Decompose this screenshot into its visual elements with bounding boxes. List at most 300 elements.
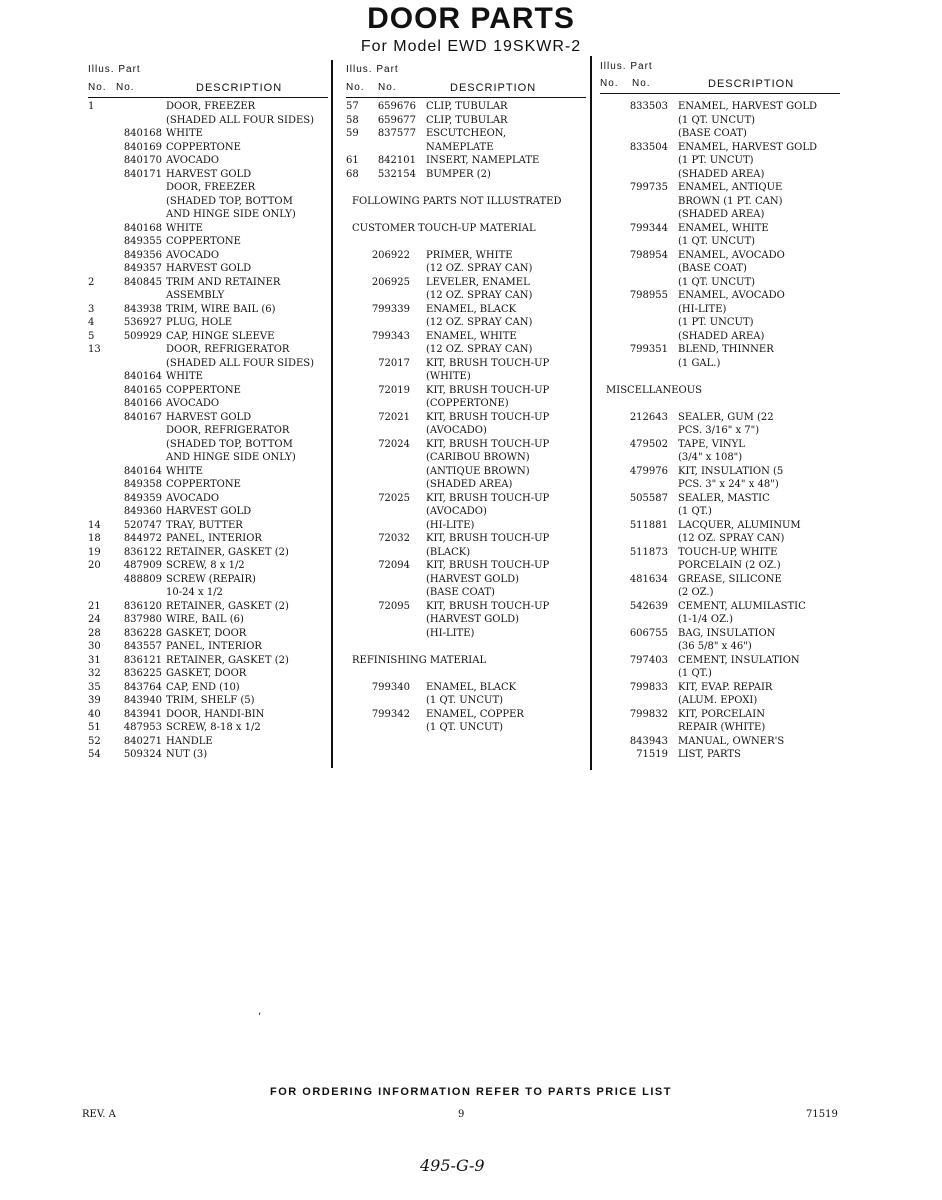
part-description: (SHADED TOP, BOTTOM (166, 438, 293, 450)
list-item (346, 586, 586, 600)
part-number: 836228 (123, 627, 162, 639)
part-description: ASSEMBLY (166, 290, 225, 301)
part-number: 837577 (377, 128, 416, 139)
part-description: COPPERTONE (166, 236, 241, 247)
part-description: CLIP, TUBULAR (426, 114, 508, 126)
list-item (88, 667, 328, 681)
part-description: (CARIBOU BROWN) (426, 452, 530, 463)
part-number: 799340 (371, 681, 410, 693)
part-number: 212643 (629, 411, 668, 423)
illus-number: 39 (88, 695, 101, 706)
list-item (346, 316, 586, 330)
list-item (346, 424, 586, 438)
part-description: WHITE (166, 465, 203, 477)
list-item (600, 505, 840, 519)
part-number: 487953 (123, 722, 162, 733)
list-item (600, 519, 840, 533)
list-item (88, 127, 328, 141)
list-item (88, 492, 328, 506)
part-description: (HI-LITE) (678, 303, 727, 315)
illus-part-label: Illus. Part (600, 61, 653, 72)
column-header (88, 64, 328, 100)
list-item (600, 222, 840, 236)
part-number: 798955 (629, 290, 668, 301)
parts-column-3 (600, 61, 840, 762)
list-item (346, 546, 586, 560)
part-description: ENAMEL, ANTIQUE (678, 182, 783, 193)
list-item (88, 505, 328, 519)
parts-rows (346, 100, 586, 735)
page-title: DOOR PARTS (367, 2, 575, 35)
list-item (346, 438, 586, 452)
part-description: (SHADED AREA) (678, 168, 765, 180)
part-description: ENAMEL, AVOCADO (678, 290, 785, 301)
list-item (600, 681, 840, 695)
list-item (88, 465, 328, 479)
part-description: COPPERTONE (166, 141, 241, 153)
list-item (600, 654, 840, 668)
part-description: BAG, INSULATION (678, 627, 776, 639)
list-item (600, 208, 840, 222)
part-description: BROWN (1 PT. CAN) (678, 195, 783, 207)
list-item (346, 195, 586, 209)
part-description: CEMENT, INSULATION (678, 654, 800, 666)
list-item (346, 141, 586, 155)
illus-number: 28 (88, 627, 101, 639)
part-number: 72021 (378, 411, 410, 423)
part-description: LACQUER, ALUMINUM (678, 519, 801, 531)
part-description: (36 5/8" x 46") (678, 641, 752, 652)
list-item (600, 640, 840, 654)
list-item (600, 114, 840, 128)
illus-number: 13 (88, 344, 101, 355)
part-number: 798954 (629, 249, 668, 261)
part-description: AND HINGE SIDE ONLY) (166, 209, 296, 220)
column-divider (331, 60, 333, 768)
list-item (88, 181, 328, 195)
illus-number: 5 (88, 330, 95, 342)
list-item (88, 681, 328, 695)
parts-rows (88, 100, 328, 762)
part-description: (SHADED TOP, BOTTOM (166, 195, 293, 207)
part-description: KIT, BRUSH TOUCH-UP (426, 357, 550, 369)
part-description: INSERT, NAMEPLATE (426, 155, 540, 166)
part-description: (1 QT. UNCUT) (678, 276, 756, 288)
part-description: ENAMEL, BLACK (426, 303, 517, 315)
part-description: ENAMEL, BLACK (426, 681, 517, 693)
list-item (600, 330, 840, 344)
part-description: BUMPER (2) (426, 168, 491, 180)
list-item (346, 100, 586, 114)
list-item (346, 721, 586, 735)
part-description: DOOR, HANDI-BIN (166, 708, 265, 720)
part-description: COPPERTONE (166, 384, 241, 396)
part-description: RETAINER, GASKET (2) (166, 600, 289, 612)
part-description: TRIM AND RETAINER (166, 276, 281, 288)
part-description: (ANTIQUE BROWN) (426, 465, 530, 477)
part-description: RETAINER, GASKET (2) (166, 546, 289, 558)
list-item (88, 343, 328, 357)
part-number: 844972 (123, 533, 162, 544)
part-number: 840167 (123, 411, 162, 423)
list-item (346, 235, 586, 249)
list-item (346, 478, 586, 492)
part-description: (BASE COAT) (678, 263, 747, 274)
list-item (346, 357, 586, 371)
part-description: NUT (3) (166, 749, 208, 760)
part-description: SCREW (REPAIR) (166, 573, 256, 585)
part-number: 487909 (123, 560, 162, 571)
list-item (88, 519, 328, 533)
part-number: 840168 (123, 222, 162, 234)
illus-no-label: No. (88, 82, 107, 93)
illus-number: 2 (88, 276, 95, 288)
illus-number: 20 (88, 560, 101, 571)
part-description: KIT, BRUSH TOUCH-UP (426, 533, 550, 544)
part-number: 72024 (378, 438, 410, 450)
list-item (346, 249, 586, 263)
description-label: DESCRIPTION (708, 78, 795, 90)
list-item (88, 613, 328, 627)
list-item (346, 208, 586, 222)
part-number: 840166 (123, 398, 162, 409)
part-number: 849356 (123, 249, 162, 261)
part-description: (12 OZ. SPRAY CAN) (426, 344, 533, 355)
list-item (88, 168, 328, 182)
list-item (346, 370, 586, 384)
part-description: (2 OZ.) (678, 587, 714, 598)
part-description: HANDLE (166, 735, 213, 747)
part-description: RETAINER, GASKET (2) (166, 654, 289, 666)
illus-part-label: Illus. Part (346, 64, 399, 75)
part-description: CLIP, TUBULAR (426, 101, 508, 112)
stray-mark: ‚ (258, 1006, 262, 1017)
illus-number: 4 (88, 317, 95, 328)
list-item (600, 100, 840, 114)
part-number: 206925 (371, 276, 410, 288)
part-no-label: No. (632, 78, 651, 89)
part-number: 843941 (123, 708, 162, 720)
illus-number: 59 (346, 128, 359, 139)
part-description: AVOCADO (166, 398, 220, 409)
part-description: KIT, BRUSH TOUCH-UP (426, 600, 550, 612)
part-description: HARVEST GOLD (166, 168, 252, 180)
list-item (346, 451, 586, 465)
illus-number: 35 (88, 681, 101, 693)
part-number: 799339 (371, 303, 410, 315)
part-number: 849360 (123, 506, 162, 517)
part-number: 511881 (629, 519, 668, 531)
illus-number: 24 (88, 614, 101, 625)
list-item (346, 667, 586, 681)
part-description: SEALER, MASTIC (678, 492, 770, 504)
list-item (346, 519, 586, 533)
illus-no-label: No. (600, 78, 619, 89)
part-description: WHITE (166, 371, 203, 382)
part-number: 797403 (629, 654, 668, 666)
part-number: 840845 (123, 276, 162, 288)
part-description: PANEL, INTERIOR (166, 533, 262, 544)
part-description: HARVEST GOLD (166, 263, 252, 274)
list-item (88, 735, 328, 749)
list-item (88, 100, 328, 114)
part-number: 206922 (371, 249, 410, 261)
part-description: (AVOCADO) (426, 425, 487, 436)
part-description: (BLACK) (426, 546, 471, 558)
part-description: SCREW, 8-18 x 1/2 (166, 722, 261, 733)
list-item (88, 154, 328, 168)
list-item (88, 249, 328, 263)
part-description: (HI-LITE) (426, 519, 475, 531)
part-number: 481634 (629, 573, 668, 585)
part-number: 72095 (378, 600, 410, 612)
list-item (600, 235, 840, 249)
list-item (346, 154, 586, 168)
list-item (600, 127, 840, 141)
part-description: (3/4" x 108") (678, 452, 743, 463)
part-number: 799735 (629, 182, 668, 193)
list-item (346, 289, 586, 303)
section-heading: CUSTOMER TOUCH-UP MATERIAL (352, 222, 536, 234)
part-number: 840164 (123, 371, 162, 382)
list-item (346, 694, 586, 708)
list-item (346, 465, 586, 479)
list-item (88, 114, 328, 128)
list-item (88, 208, 328, 222)
list-item (88, 627, 328, 641)
part-description: GASKET, DOOR (166, 668, 247, 679)
part-number: 833503 (629, 101, 668, 112)
list-item (88, 397, 328, 411)
part-description: (HARVEST GOLD) (426, 614, 519, 625)
part-description: ENAMEL, COPPER (426, 708, 524, 720)
illus-number: 54 (88, 749, 101, 760)
part-description: BLEND, THINNER (678, 344, 774, 355)
description-label: DESCRIPTION (450, 82, 537, 94)
illus-number: 57 (346, 101, 359, 112)
part-description: ENAMEL, HARVEST GOLD (678, 101, 817, 112)
list-item (600, 141, 840, 155)
part-number: 799351 (629, 344, 668, 355)
part-number: 849357 (123, 263, 162, 274)
part-description: REPAIR (WHITE) (678, 722, 766, 733)
list-item (88, 370, 328, 384)
part-description: WIRE, BAIL (6) (166, 614, 244, 625)
part-description: KIT, PORCELAIN (678, 708, 765, 720)
page-number: 9 (458, 1109, 465, 1120)
illus-number: 40 (88, 708, 101, 720)
part-number: 836121 (123, 654, 162, 666)
list-item (346, 640, 586, 654)
part-description: PANEL, INTERIOR (166, 641, 262, 652)
list-item (346, 708, 586, 722)
part-number: 836120 (123, 600, 162, 612)
part-description: WHITE (166, 222, 203, 234)
document-number: 71519 (806, 1109, 838, 1120)
list-item (600, 262, 840, 276)
part-description: ENAMEL, HARVEST GOLD (678, 141, 817, 153)
part-description: WHITE (166, 128, 203, 139)
part-number: 840170 (123, 155, 162, 166)
part-number: 509324 (123, 749, 162, 760)
header-rule (600, 93, 840, 94)
list-item (600, 397, 840, 411)
part-description: (1 QT.) (678, 506, 712, 517)
part-description: ENAMEL, WHITE (426, 330, 517, 342)
part-description: ESCUTCHEON, (426, 128, 507, 139)
part-description: DOOR, REFRIGERATOR (166, 344, 290, 355)
part-number: 840169 (123, 141, 162, 153)
part-description: SCREW, 8 x 1/2 (166, 560, 245, 571)
part-number: 799342 (371, 708, 410, 720)
part-number: 72025 (378, 492, 410, 504)
list-item (88, 424, 328, 438)
list-item (600, 600, 840, 614)
list-item (88, 235, 328, 249)
list-item (600, 694, 840, 708)
part-number: 505587 (629, 492, 668, 504)
part-number: 833504 (629, 141, 668, 153)
list-item (600, 357, 840, 371)
list-item (600, 168, 840, 182)
list-item (600, 316, 840, 330)
column-header (600, 61, 840, 100)
part-description: (1 QT.) (678, 668, 712, 679)
part-description: (12 OZ. SPRAY CAN) (426, 263, 533, 274)
part-number: 659677 (377, 114, 416, 126)
part-number: 843938 (123, 303, 162, 315)
list-item (600, 424, 840, 438)
part-description: (HARVEST GOLD) (426, 573, 519, 585)
part-no-label: No. (116, 82, 135, 93)
part-description: KIT, BRUSH TOUCH-UP (426, 384, 550, 396)
list-item (346, 330, 586, 344)
part-description: TOUCH-UP, WHITE (678, 546, 778, 558)
illus-number: 58 (346, 114, 359, 126)
list-item (600, 276, 840, 290)
list-item (88, 316, 328, 330)
part-description: PORCELAIN (2 OZ.) (678, 560, 781, 571)
part-description: MANUAL, OWNER'S (678, 735, 785, 747)
part-number: 520747 (123, 519, 162, 531)
list-item (88, 654, 328, 668)
list-item (600, 735, 840, 749)
part-description: (12 OZ. SPRAY CAN) (426, 290, 533, 301)
part-description: PRIMER, WHITE (426, 249, 513, 261)
part-description: GREASE, SILICONE (678, 573, 782, 585)
part-description: (COPPERTONE) (426, 398, 509, 409)
part-description: LIST, PARTS (678, 749, 741, 760)
list-item (600, 586, 840, 600)
part-description: DOOR, FREEZER (166, 101, 256, 112)
list-item (88, 384, 328, 398)
handwritten-note: 495-G-9 (420, 1156, 485, 1175)
part-number: 511873 (629, 546, 668, 558)
part-number: 799343 (371, 330, 410, 342)
part-number: 840171 (123, 168, 162, 180)
list-item (600, 343, 840, 357)
list-item (346, 276, 586, 290)
part-description: (SHADED AREA) (678, 330, 765, 342)
list-item (88, 411, 328, 425)
part-description: AVOCADO (166, 155, 220, 166)
part-description: CAP, HINGE SLEEVE (166, 330, 275, 342)
list-item (88, 559, 328, 573)
list-item (600, 559, 840, 573)
illus-number: 32 (88, 668, 101, 679)
part-description: TRIM, WIRE BAIL (6) (166, 303, 276, 315)
part-description: LEVELER, ENAMEL (426, 276, 530, 288)
list-item (600, 546, 840, 560)
list-item (88, 694, 328, 708)
list-item (346, 681, 586, 695)
part-description: CEMENT, ALUMILASTIC (678, 600, 806, 612)
list-item (88, 222, 328, 236)
list-item (600, 249, 840, 263)
list-item (88, 478, 328, 492)
part-description: KIT, BRUSH TOUCH-UP (426, 411, 550, 423)
list-item (88, 141, 328, 155)
list-item (346, 613, 586, 627)
part-number: 843557 (123, 641, 162, 652)
list-item (600, 154, 840, 168)
list-item (346, 600, 586, 614)
illus-number: 1 (88, 101, 95, 112)
part-description: (AVOCADO) (426, 506, 487, 517)
list-item (346, 303, 586, 317)
part-description: GASKET, DOOR (166, 627, 247, 639)
list-item (346, 168, 586, 182)
part-number: 840168 (123, 128, 162, 139)
part-description: COPPERTONE (166, 479, 241, 490)
part-description: HARVEST GOLD (166, 506, 252, 517)
ordering-footer: FOR ORDERING INFORMATION REFER TO PARTS PRICE LIST (270, 1086, 672, 1098)
list-item (88, 600, 328, 614)
part-description: KIT, EVAP. REPAIR (678, 681, 773, 693)
list-item (346, 505, 586, 519)
list-item (600, 195, 840, 209)
list-item (88, 546, 328, 560)
parts-column-2 (346, 64, 586, 735)
page-subtitle: For Model EWD 19SKWR-2 (360, 38, 582, 55)
part-description: AND HINGE SIDE ONLY) (166, 452, 296, 463)
list-item (88, 438, 328, 452)
section-heading: REFINISHING MATERIAL (352, 654, 487, 666)
parts-rows (600, 100, 840, 762)
part-number: 840164 (123, 465, 162, 477)
part-number: 659676 (377, 101, 416, 112)
part-description: (1 GAL.) (678, 357, 721, 369)
part-description: (1 QT. UNCUT) (426, 695, 504, 706)
part-number: 843940 (123, 695, 162, 706)
illus-number: 19 (88, 546, 101, 558)
part-number: 849358 (123, 479, 162, 490)
list-item (600, 573, 840, 587)
part-description: TRAY, BUTTER (166, 519, 243, 531)
list-item (346, 573, 586, 587)
list-item (346, 262, 586, 276)
part-description: TRIM, SHELF (5) (166, 695, 255, 706)
part-number: 479976 (629, 465, 668, 477)
part-number: 542639 (629, 600, 668, 612)
part-description: KIT, BRUSH TOUCH-UP (426, 560, 550, 571)
part-number: 536927 (123, 317, 162, 328)
list-item (88, 262, 328, 276)
illus-number: 52 (88, 735, 101, 747)
part-description: (12 OZ. SPRAY CAN) (678, 533, 785, 544)
part-description: NAMEPLATE (426, 141, 494, 153)
list-item (600, 748, 840, 762)
